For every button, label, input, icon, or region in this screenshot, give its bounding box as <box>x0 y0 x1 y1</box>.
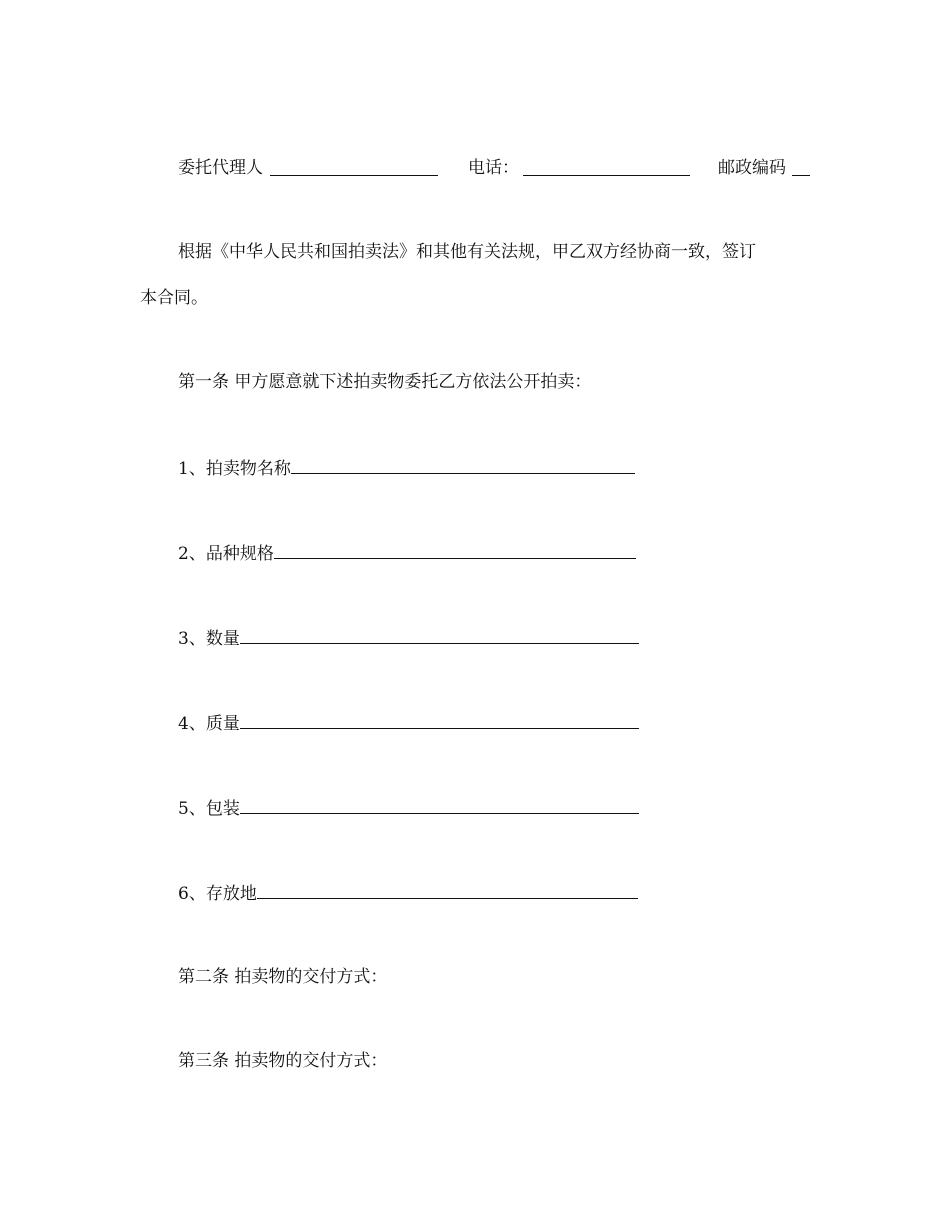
article-1-heading: 第一条 甲方愿意就下述拍卖物委托乙方依法公开拍卖： <box>178 372 592 392</box>
article-2-heading: 第二条 拍卖物的交付方式： <box>178 967 388 987</box>
agent-blank[interactable] <box>270 157 438 176</box>
article-3-heading: 第三条 拍卖物的交付方式： <box>178 1051 388 1071</box>
preamble-line-2: 本合同。 <box>140 288 208 308</box>
item-quality <box>178 710 639 735</box>
phone-label: 电话： <box>468 158 519 178</box>
item-label: 5、包装 <box>178 799 240 819</box>
item-label: 6、存放地 <box>178 884 257 904</box>
agent-label: 委托代理人 <box>178 158 263 178</box>
item-label: 4、质量 <box>178 714 240 734</box>
item-spec <box>178 540 636 565</box>
item-blank[interactable] <box>257 880 638 899</box>
phone-blank[interactable] <box>523 157 690 176</box>
item-blank[interactable] <box>291 455 635 474</box>
item-label: 2、品种规格 <box>178 544 274 564</box>
item-blank[interactable] <box>274 540 636 559</box>
item-quantity <box>178 625 639 650</box>
item-storage <box>178 880 638 905</box>
preamble-line-1: 根据《中华人民共和国拍卖法》和其他有关法规，甲乙双方经协商一致，签订 <box>178 242 756 262</box>
agent-info-line <box>178 157 818 181</box>
item-label: 3、数量 <box>178 629 240 649</box>
item-blank[interactable] <box>240 795 639 814</box>
item-packaging <box>178 795 639 820</box>
item-label: 1、拍卖物名称 <box>178 459 291 479</box>
item-blank[interactable] <box>240 625 639 644</box>
item-auction-name <box>178 455 635 480</box>
postcode-label: 邮政编码 <box>718 158 786 178</box>
item-blank[interactable] <box>240 710 639 729</box>
postcode-blank[interactable] <box>792 157 810 176</box>
